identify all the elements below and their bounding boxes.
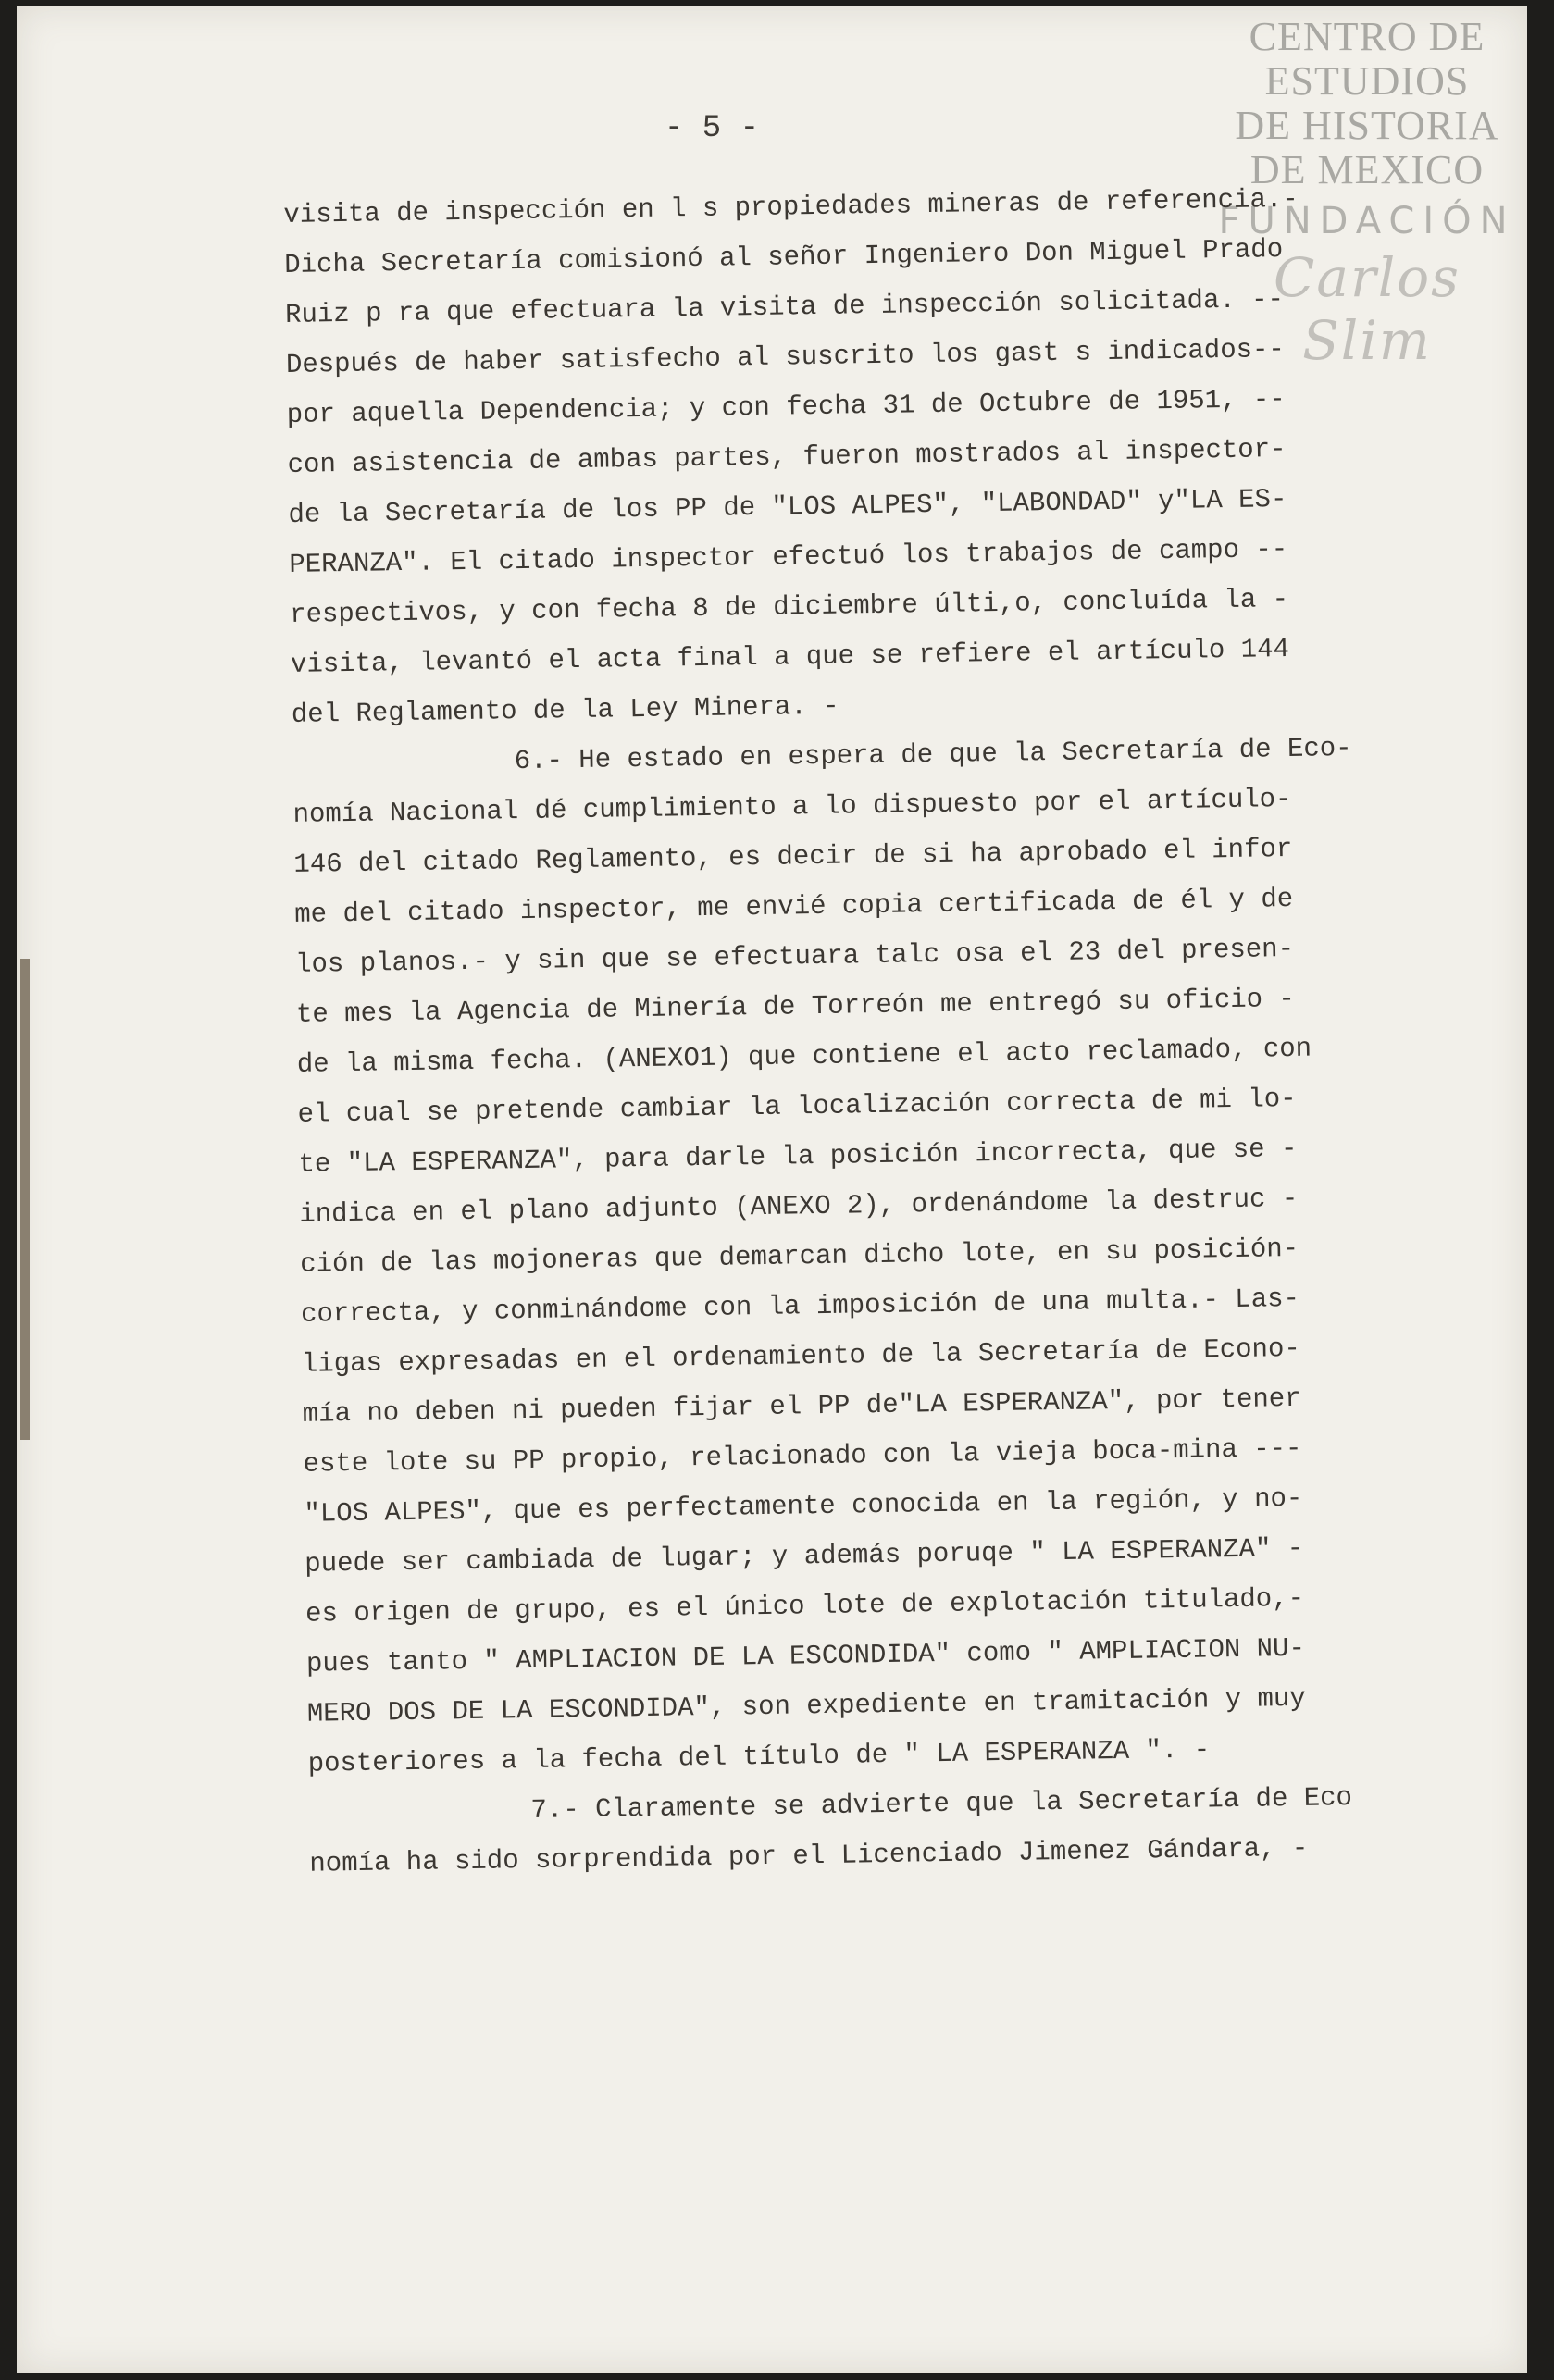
text-line: Después de haber satisfecho al suscrito los gast s indicados-- bbox=[285, 334, 1286, 380]
text-line: ligas expresadas en el ordenamiento de la Secretaría de Econo- bbox=[301, 1333, 1301, 1380]
text-line: visita, levantó el acta final a que se refiere el artículo 144 bbox=[290, 633, 1290, 680]
text-line: te mes la Agencia de Minería de Torreón me entregó su oficio - bbox=[295, 983, 1296, 1030]
paragraph-start-line: 6.- He estado en espera de que la Secretaría de Eco- bbox=[514, 732, 1352, 777]
text-line: posteriores a la fecha del título de " LA ESPERANZA ". - bbox=[307, 1734, 1211, 1779]
text-line: con asistencia de ambas partes, fueron mostrados al inspector- bbox=[287, 434, 1287, 480]
text-line: nomía Nacional dé cumplimiento a lo dispuesto por el artículo- bbox=[292, 783, 1292, 830]
document-body bbox=[283, 171, 1523, 1889]
text-line: correcta, y conminándome con la imposición de una multa.- Las- bbox=[300, 1283, 1300, 1330]
text-line: este lote su PP propio, relacionado con la vieja boca-mina --- bbox=[303, 1432, 1302, 1480]
text-line: puede ser cambiada de lugar; y además poruqe " LA ESPERANZA" - bbox=[305, 1532, 1304, 1580]
paragraph-start-line: 7.- Claramente se advierte que la Secretaría de Eco bbox=[530, 1782, 1353, 1827]
text-line: MERO DOS DE LA ESCONDIDA", son expediente en tramitación y muy bbox=[306, 1682, 1306, 1729]
watermark-line: DE HISTORIA bbox=[1235, 103, 1499, 148]
text-line: del Reglamento de la Ley Minera. - bbox=[291, 690, 839, 730]
text-line: 146 del citado Reglamento, es decir de si ha aprobado el infor bbox=[293, 833, 1293, 880]
paper-edge-mark bbox=[20, 959, 30, 1440]
text-line: por aquella Dependencia; y con fecha 31 de Octubre de 1951, -- bbox=[286, 384, 1286, 430]
document-page bbox=[17, 6, 1527, 2373]
text-line: nomía ha sido sorprendida por el Licenciado Jimenez Gándara, - bbox=[309, 1832, 1309, 1879]
text-line: de la misma fecha. (ANEXO1) que contiene el acto reclamado, con bbox=[296, 1033, 1312, 1080]
page-number: - 5 - bbox=[665, 111, 760, 146]
text-line: Dicha Secretaría comisionó al señor Ingeniero Don Miguel Prado bbox=[284, 234, 1284, 280]
watermark-line: DE MEXICO bbox=[1249, 147, 1485, 192]
text-line: pues tanto " AMPLIACION DE LA ESCONDIDA" como " AMPLIACION NU- bbox=[305, 1632, 1306, 1680]
text-line: indica en el plano adjunto (ANEXO 2), ordenándome la destruc - bbox=[299, 1183, 1299, 1230]
watermark-line: ESTUDIOS bbox=[1264, 58, 1470, 104]
text-line: Ruiz p ra que efectuara la visita de inspección solicitada. -- bbox=[284, 284, 1285, 330]
text-line: me del citado inspector, me envié copia certificada de él y de bbox=[294, 883, 1294, 930]
text-line: respectivos, y con fecha 8 de diciembre últi,o, concluída la - bbox=[289, 583, 1289, 630]
text-line: mía no deben ni pueden fijar el PP de"LA ESPERANZA", por tener bbox=[302, 1382, 1301, 1430]
text-line: es origen de grupo, es el único lote de explotación titulado,- bbox=[305, 1582, 1305, 1630]
text-line: el cual se pretende cambiar la localización correcta de mi lo- bbox=[297, 1083, 1297, 1130]
text-line: PERANZA". El citado inspector efectuó los trabajos de campo -- bbox=[289, 534, 1288, 580]
text-line: "LOS ALPES", que es perfectamente conocida en la región, y no- bbox=[304, 1482, 1303, 1530]
text-line: de la Secretaría de los PP de "LOS ALPES", "LABONDAD" y"LA ES- bbox=[288, 484, 1287, 530]
text-line: los planos.- y sin que se efectuara talc osa el 23 del presen- bbox=[294, 933, 1295, 980]
watermark-line: CENTRO DE bbox=[1249, 14, 1486, 59]
text-line: te "LA ESPERANZA", para darle la posición incorrecta, que se - bbox=[298, 1133, 1298, 1180]
watermark-signature: Carlos Slim bbox=[1274, 246, 1461, 372]
text-line: ción de las mojoneras que demarcan dicho lote, en su posición- bbox=[299, 1233, 1299, 1280]
text-line: visita de inspección en l s propiedades mineras de referencia.- bbox=[283, 183, 1299, 230]
watermark-foundation: FUNDACIÓN bbox=[1218, 200, 1516, 242]
